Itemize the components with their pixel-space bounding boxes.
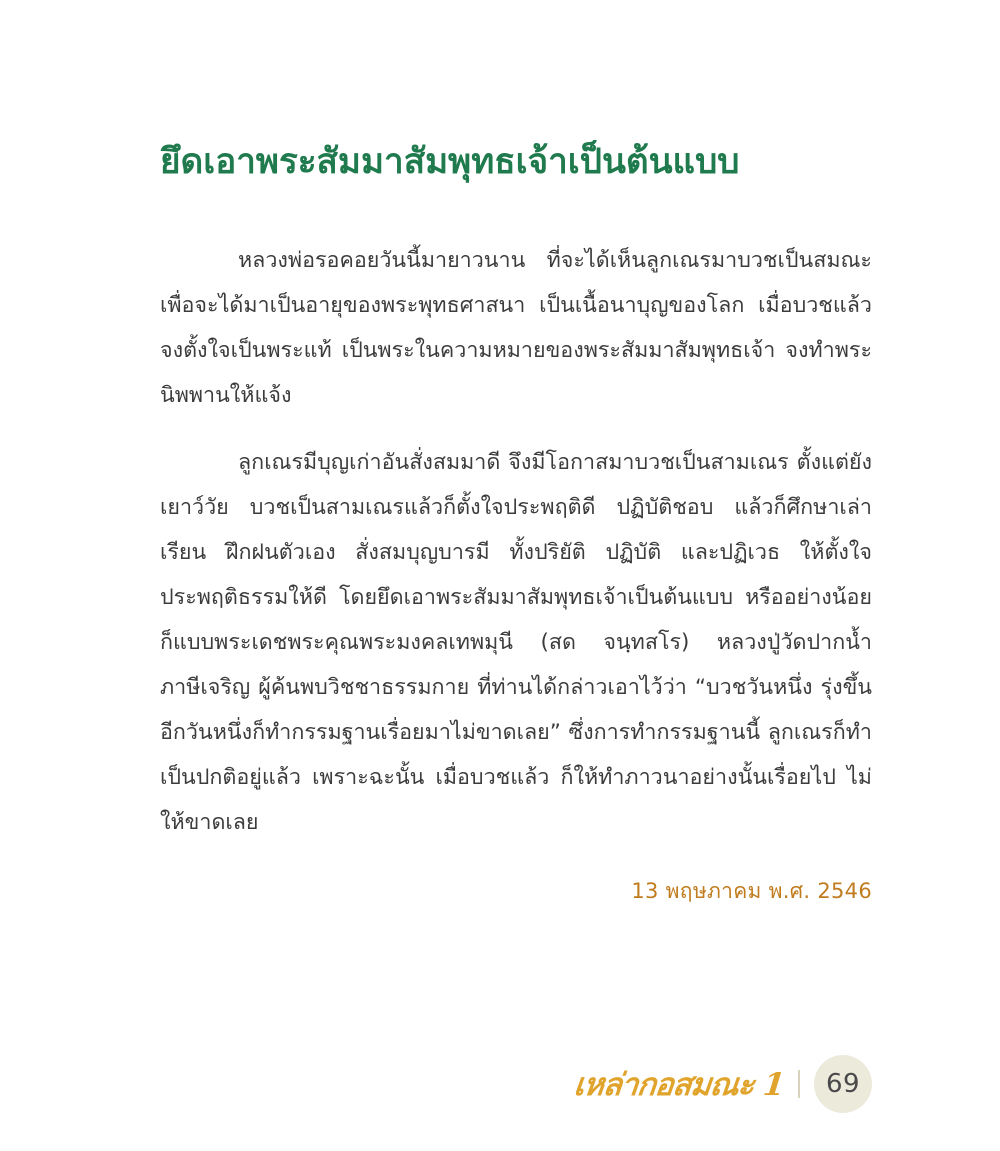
date-line: 13 พฤษภาคม พ.ศ. 2546 [631, 878, 872, 903]
page-number-badge: 69 [814, 1055, 872, 1113]
body-paragraph-2: ลูกเณรมีบุญเก่าอันสั่งสมมาดี จึงมีโอกาสมาบวชเป็นสามเณร ตั้งแต่ยังเยาว์วัย บวชเป็นสามเณรแล้วก็ตั้งใจประพฤติดี ปฏิบัติชอบ แล้วก็ศึกษาเล่าเรียน ฝึกฝนตัวเอง สั่งสมบุญบารมี ทั้งปริยัติ ปฏิบัติ และปฏิเวธ ให้ตั้งใจประพฤติธรรมให้ดี โดยยึดเอาพระสัมมาสัมพุทธเจ้าเป็นต้นแบบ หรืออย่างน้อยก็แบบพระเดชพระคุณพระมงคลเทพมุนี (สด จนฺทสโร) หลวงปู่วัดปากน้ำ ภาษีเจริญ ผู้ค้นพบวิชชาธรรมกาย ที่ท่านได้กล่าวเอาไว้ว่า “บวชวันหนึ่ง รุ่งขึ้นอีกวันหนึ่งก็ทำกรรมฐานเรื่อยมาไม่ขาดเลย” ซึ่งการทำกรรมฐานนี้ ลูกเณรก็ทำเป็นปกติอยู่แล้ว เพราะฉะนั้น เมื่อบวชแล้ว ก็ให้ทำภาวนาอย่างนั้นเรื่อยไป ไม่ให้ขาดเลย [160, 449, 872, 835]
footer-inner [574, 1055, 872, 1113]
page-content [160, 140, 872, 908]
footer-divider [798, 1070, 800, 1098]
book-title-logo: เหล่ากอสมณะ 1 [572, 1067, 786, 1103]
page-title: ยึดเอาพระสัมมาสัมพุทธเจ้าเป็นต้นแบบ [160, 142, 740, 182]
body-paragraph-1: หลวงพ่อรอคอยวันนี้มายาวนาน ที่จะได้เห็นลูกเณรมาบวชเป็นสมณะ เพื่อจะได้มาเป็นอายุของพระพุทธศาสนา เป็นเนื้อนาบุญของโลก เมื่อบวชแล้ว จงตั้งใจเป็นพระแท้ เป็นพระในความหมายของพระสัมมาสัมพุทธเจ้า จงทำพระนิพพานให้แจ้ง [160, 247, 872, 408]
page-footer [0, 1031, 1000, 1121]
